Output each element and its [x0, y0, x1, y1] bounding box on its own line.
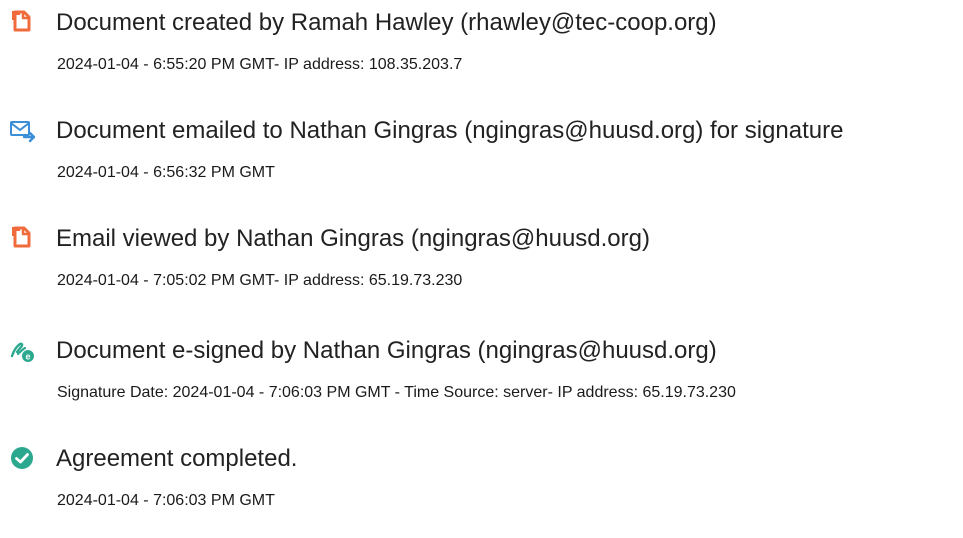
svg-text:e: e — [25, 351, 31, 362]
email-icon — [8, 116, 36, 144]
event-title: Email viewed by Nathan Gingras (ngingras@huusd.org) — [56, 225, 650, 252]
event-document-emailed — [0, 108, 963, 198]
event-detail: 2024-01-04 - 7:05:02 PM GMT- IP address: 65.19.73.230 — [57, 272, 463, 289]
esign-icon — [8, 336, 36, 364]
event-title: Document created by Ramah Hawley (rhawley@tec-coop.org) — [56, 9, 717, 36]
event-document-created — [0, 0, 963, 90]
document-icon — [8, 224, 36, 252]
event-title: Document emailed to Nathan Gingras (ngingras@huusd.org) for signature — [56, 117, 844, 144]
event-title: Document e-signed by Nathan Gingras (ngingras@huusd.org) — [56, 337, 717, 364]
event-detail: 2024-01-04 - 6:56:32 PM GMT — [57, 164, 275, 181]
document-icon — [8, 8, 36, 36]
event-detail: 2024-01-04 - 6:55:20 PM GMT- IP address: 108.35.203.7 — [57, 56, 463, 73]
event-email-viewed — [0, 216, 963, 306]
event-agreement-completed — [0, 436, 963, 526]
event-detail: 2024-01-04 - 7:06:03 PM GMT — [57, 492, 275, 509]
event-title: Agreement completed. — [56, 445, 298, 472]
checkmark-icon — [8, 444, 36, 472]
event-detail: Signature Date: 2024-01-04 - 7:06:03 PM GMT - Time Source: server- IP address: 65.19.73.230 — [57, 384, 736, 401]
event-document-esigned — [0, 328, 963, 418]
